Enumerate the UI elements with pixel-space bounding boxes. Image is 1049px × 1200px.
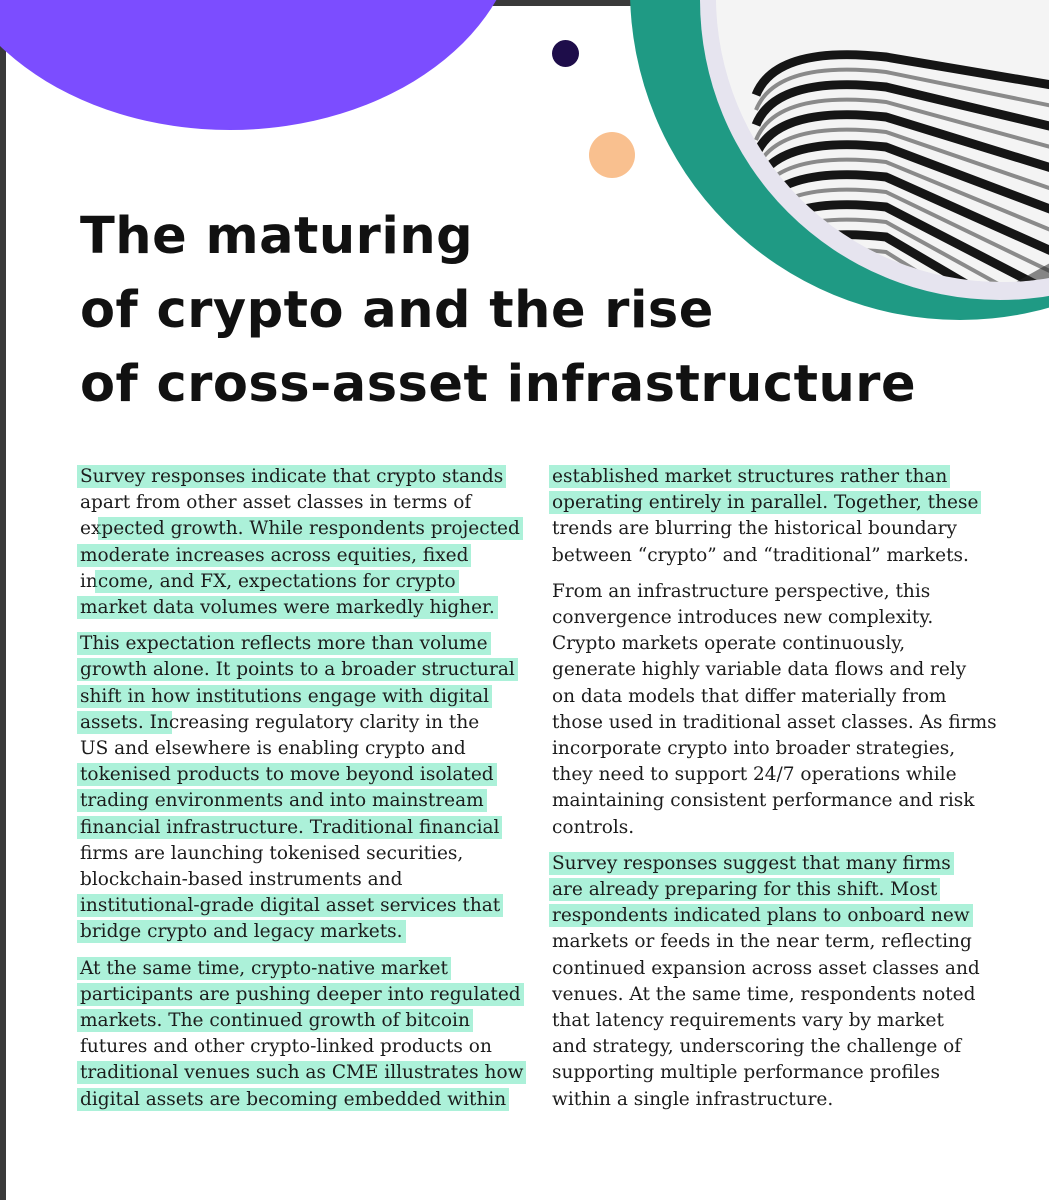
purple-decorative-shape [0, 0, 520, 130]
title-line: of crypto and the rise [80, 281, 714, 340]
highlighted-text: financial infrastructure. Traditional financial [77, 816, 502, 839]
highlighted-text: assets. In [77, 711, 172, 734]
left-text-column [80, 464, 525, 1123]
right-text-column [552, 464, 997, 1123]
text-line: controls. [552, 816, 635, 838]
text-line: trends are blurring the historical boundary [552, 518, 957, 540]
highlighted-text: respondents indicated plans to onboard new [549, 904, 973, 927]
highlighted-text: At the same time, crypto-native market [77, 957, 451, 980]
text-line: futures and other crypto-linked products on [80, 1036, 492, 1058]
paragraph [552, 579, 997, 841]
highlighted-text: Survey responses suggest that many firms [549, 852, 954, 875]
highlighted-text: trading environments and into mainstream [77, 789, 487, 812]
viewer-left-border [0, 0, 6, 1200]
title-line: The maturing [80, 207, 474, 266]
highlighted-text: This expectation reflects more than volume [77, 632, 491, 655]
highlighted-text: moderate increases across equities, fixed [77, 544, 471, 567]
highlighted-text: Survey responses indicate that crypto stands [77, 465, 506, 488]
text-line: those used in traditional asset classes. As firms [552, 711, 997, 733]
text-line: apart from other asset classes in terms of [80, 492, 472, 514]
text-line: convergence introduces new complexity. [552, 607, 934, 629]
highlighted-text: digital assets are becoming embedded within [77, 1088, 509, 1111]
paragraph [80, 631, 525, 945]
highlighted-text: bridge crypto and legacy markets. [77, 920, 406, 943]
navy-dot-decoration [552, 40, 579, 67]
text-line: blockchain-based instruments and [80, 869, 403, 891]
text-fragment: in [80, 570, 98, 592]
text-line: that latency requirements vary by market [552, 1010, 944, 1032]
text-line: generate highly variable data flows and rely [552, 659, 967, 681]
page-title [80, 200, 980, 422]
highlighted-text: institutional-grade digital asset services that [77, 894, 503, 917]
highlighted-text: participants are pushing deeper into regulated [77, 983, 524, 1006]
highlighted-text: markets. The continued growth of bitcoin [77, 1009, 473, 1032]
text-line: between “crypto” and “traditional” markets. [552, 544, 969, 566]
highlighted-text: tokenised products to move beyond isolated [77, 763, 497, 786]
paragraph [80, 956, 525, 1113]
text-line: From an infrastructure perspective, this [552, 580, 931, 602]
highlighted-text: shift in how institutions engage with digital [77, 685, 492, 708]
text-line: firms are launching tokenised securities, [80, 842, 464, 864]
paragraph [552, 851, 982, 1113]
text-line: markets or feeds in the near term, reflecting [552, 931, 972, 953]
text-line: on data models that differ materially from [552, 685, 947, 707]
paragraph [552, 464, 982, 569]
highlighted-text: traditional venues such as CME illustrates how [77, 1061, 526, 1084]
highlighted-text: pected growth. While respondents projected [98, 517, 522, 540]
text-line: venues. At the same time, respondents noted [552, 983, 976, 1005]
title-line: of cross-asset infrastructure [80, 355, 917, 414]
highlighted-text: market data volumes were markedly higher. [77, 596, 498, 619]
peach-dot-decoration [589, 132, 635, 178]
highlighted-text: are already preparing for this shift. Most [549, 878, 940, 901]
text-line: maintaining consistent performance and risk [552, 790, 975, 812]
text-fragment: creasing regulatory clarity in the [168, 711, 480, 733]
text-line: they need to support 24/7 operations while [552, 764, 957, 786]
text-line: supporting multiple performance profiles [552, 1062, 941, 1084]
text-line: incorporate crypto into broader strategies, [552, 738, 956, 760]
text-line: Crypto markets operate continuously, [552, 633, 906, 655]
highlighted-text: growth alone. It points to a broader structural [77, 658, 518, 681]
text-line: within a single infrastructure. [552, 1088, 834, 1110]
highlighted-text: operating entirely in parallel. Together, these [549, 491, 981, 514]
text-line: US and elsewhere is enabling crypto and [80, 738, 466, 760]
text-line: and strategy, underscoring the challenge of [552, 1036, 962, 1058]
text-fragment: ex [80, 518, 102, 540]
highlighted-text: come, and FX, expectations for crypto [95, 570, 459, 593]
highlighted-text: established market structures rather than [549, 465, 950, 488]
text-line: continued expansion across asset classes and [552, 957, 980, 979]
paragraph [80, 464, 525, 621]
